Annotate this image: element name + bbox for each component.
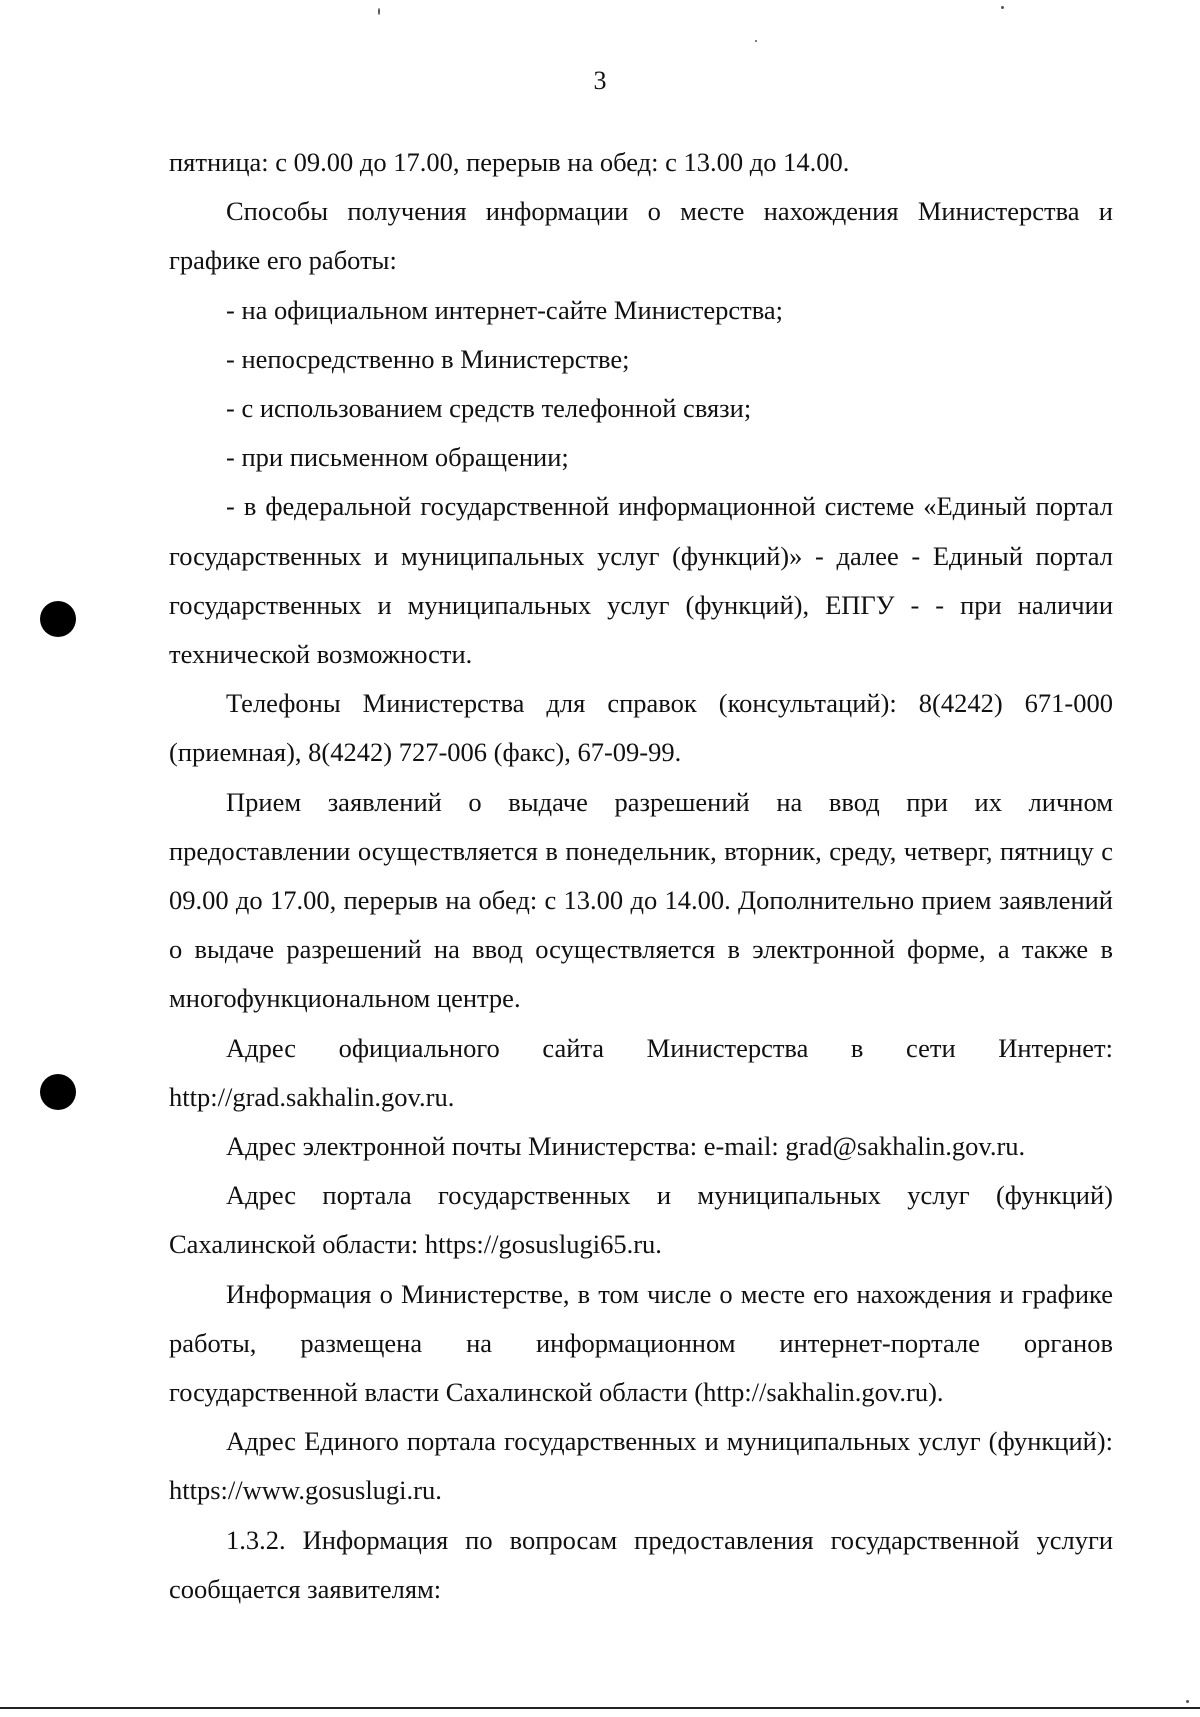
list-item: - на официальном интернет-сайте Министерства; <box>226 294 784 325</box>
paragraph: Адрес официального сайта Министерства в сети Интернет: http://grad.sakhalin.gov.ru. <box>169 1032 1113 1112</box>
list-item: - непосредственно в Министерстве; <box>226 343 630 374</box>
page-number: 3 <box>593 66 607 95</box>
scan-speck <box>1001 6 1004 9</box>
punch-hole <box>40 1074 76 1110</box>
paragraph: пятница: с 09.00 до 17.00, перерыв на обед: с 13.00 до 14.00. <box>169 147 850 177</box>
paragraph: Адрес портала государственных и муниципальных услуг (функций) Сахалинской области: https://gosuslugi65.ru. <box>169 1180 1113 1260</box>
paragraph: Способы получения информации о месте нахождения Министерства и графике его работы: <box>169 196 1113 276</box>
list-item: - с использованием средств телефонной связи; <box>226 393 752 424</box>
paragraph: Прием заявлений о выдаче разрешений на ввод при их личном предоставлении осуществляется в понедельник, вторник, среду, четверг, пятницу с 09.00 до 17.00, перерыв на обед: с 13.00 до 14.00. Дополнительно прием заявлений о выдаче разрешений на ввод осуществляется в электронной форме, а также в многофункциональном центре. <box>169 786 1113 1014</box>
list-item: - в федеральной государственной информационной системе «Единый портал государственных и муниципальных услуг (функций)» - далее - Единый портал государственных и муниципальных услуг (функций), ЕПГУ - - при наличии технической возможности. <box>169 491 1113 670</box>
paragraph: Адрес Единого портала государственных и муниципальных услуг (функций): https://www.gosuslugi.ru. <box>169 1426 1113 1506</box>
scan-speck <box>378 8 380 15</box>
scan-speck <box>1186 1700 1189 1703</box>
paragraph: Адрес электронной почты Министерства: e-mail: grad@sakhalin.gov.ru. <box>226 1131 1026 1162</box>
punch-hole <box>40 601 76 637</box>
body-text <box>169 138 1113 1614</box>
list-item: - при письменном обращении; <box>226 442 569 473</box>
page-edge-line <box>0 1707 1200 1709</box>
paragraph: Информация о Министерстве, в том числе о месте его нахождения и графике работы, размещена на информационном интернет-портале органов государственной власти Сахалинской области (http://sakhalin.gov.ru). <box>169 1278 1113 1408</box>
scan-speck <box>755 40 757 42</box>
paragraph: 1.3.2. Информация по вопросам предоставления государственной услуги сообщается заявителям: <box>169 1524 1113 1604</box>
paragraph: Телефоны Министерства для справок (консультаций): 8(4242) 671-000 (приемная), 8(4242) 727-006 (факс), 67-09-99. <box>169 688 1113 768</box>
